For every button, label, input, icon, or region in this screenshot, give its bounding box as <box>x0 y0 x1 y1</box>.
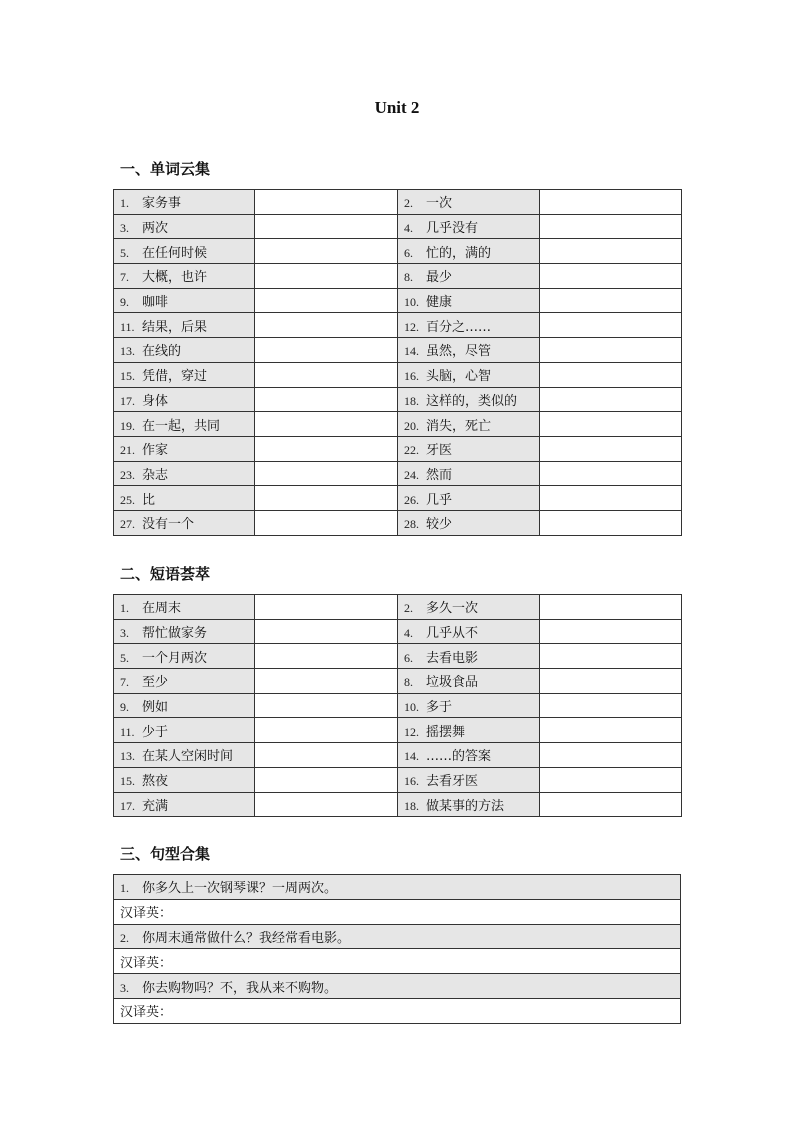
prompt-cell <box>398 693 540 718</box>
item-number: 13. <box>120 344 135 359</box>
answer-cell[interactable] <box>540 595 682 620</box>
item-number: 3. <box>120 626 129 641</box>
item-number: 1. <box>120 196 129 211</box>
item-text: 去看牙医 <box>426 774 479 790</box>
item-number: 4. <box>404 626 413 641</box>
table-row <box>114 644 682 669</box>
page-title: Unit 2 <box>374 98 420 117</box>
item-number: 7. <box>120 270 129 285</box>
prompt-cell <box>398 767 540 792</box>
section-heading-sentences: 三、句型合集 <box>120 845 211 863</box>
item-text: 杂志 <box>142 467 169 483</box>
prompt-cell <box>114 362 255 387</box>
item-text: 一个月两次 <box>142 650 208 666</box>
prompt-cell <box>398 792 540 817</box>
item-number: 21. <box>120 443 135 458</box>
item-number: 9. <box>120 700 129 715</box>
item-text: 帮忙做家务 <box>142 626 208 642</box>
table-row <box>114 486 682 511</box>
table-row <box>114 214 682 239</box>
item-number: 10. <box>404 700 419 715</box>
item-text: 做某事的方法 <box>426 798 505 814</box>
prompt-cell <box>114 743 255 768</box>
prompt-cell <box>114 767 255 792</box>
item-number: 17. <box>120 393 135 408</box>
sentence-row <box>114 974 681 999</box>
prompt-cell <box>398 669 540 694</box>
item-number: 6. <box>404 245 413 260</box>
item-text: 几乎没有 <box>426 221 479 237</box>
item-number: 7. <box>120 675 129 690</box>
answer-cell[interactable] <box>255 510 398 535</box>
prompt-cell <box>398 264 540 289</box>
prompt-cell <box>398 743 540 768</box>
table-row <box>114 510 682 535</box>
item-number: 8. <box>404 270 413 285</box>
answer-cell[interactable] <box>255 313 398 338</box>
item-text: 凭借，穿过 <box>142 369 208 385</box>
table-row <box>114 767 682 792</box>
item-text: 作家 <box>142 443 169 459</box>
answer-cell[interactable] <box>255 693 398 718</box>
item-number: 18. <box>404 798 419 813</box>
answer-cell[interactable] <box>540 313 682 338</box>
item-text: 忙的，满的 <box>426 245 492 261</box>
item-number: 26. <box>404 492 419 507</box>
item-text: 至少 <box>142 675 169 691</box>
answer-cell[interactable] <box>255 190 398 215</box>
item-text: 在任何时候 <box>142 245 208 261</box>
item-number: 2. <box>120 930 129 945</box>
table-row <box>114 338 682 363</box>
sentence-cell <box>114 974 681 999</box>
answer-cell[interactable] <box>540 288 682 313</box>
table-row <box>114 412 682 437</box>
prompt-cell <box>114 338 255 363</box>
item-text: 在周末 <box>142 601 182 617</box>
item-number: 10. <box>404 295 419 310</box>
answer-cell[interactable] <box>540 264 682 289</box>
item-number: 28. <box>404 517 419 532</box>
prompt-cell <box>114 486 255 511</box>
answer-cell[interactable] <box>540 718 682 743</box>
prompt-cell <box>398 190 540 215</box>
answer-cell[interactable] <box>255 362 398 387</box>
answer-cell[interactable] <box>540 792 682 817</box>
answer-cell[interactable] <box>540 362 682 387</box>
prompt-cell <box>398 436 540 461</box>
prompt-cell <box>114 239 255 264</box>
prompt-cell <box>114 644 255 669</box>
item-text: 然而 <box>426 467 453 483</box>
answer-cell[interactable] <box>540 669 682 694</box>
item-number: 23. <box>120 467 135 482</box>
table-row <box>114 436 682 461</box>
answer-cell[interactable] <box>255 264 398 289</box>
table-row <box>114 595 682 620</box>
prompt-cell <box>114 792 255 817</box>
item-text: 头脑，心智 <box>426 369 492 385</box>
item-number: 3. <box>120 980 129 995</box>
item-number: 2. <box>404 196 413 211</box>
sentence-text: 你周末通常做什么？我经常看电影。 <box>142 930 351 946</box>
prompt-cell <box>114 264 255 289</box>
prompt-cell <box>398 486 540 511</box>
translation-answer-cell[interactable] <box>114 949 681 974</box>
item-number: 2. <box>404 601 413 616</box>
item-text: 咖啡 <box>142 295 169 311</box>
prompt-cell <box>114 619 255 644</box>
item-number: 1. <box>120 881 129 896</box>
answer-cell[interactable] <box>255 288 398 313</box>
table-row <box>114 387 682 412</box>
table-row <box>114 669 682 694</box>
prompt-cell <box>398 338 540 363</box>
answer-cell[interactable] <box>540 486 682 511</box>
prompt-cell <box>114 595 255 620</box>
table-row <box>114 190 682 215</box>
answer-cell[interactable] <box>540 214 682 239</box>
translation-answer-cell[interactable] <box>114 998 681 1023</box>
sentence-text: 你去购物吗？不，我从来不购物。 <box>142 980 338 996</box>
prompt-cell <box>398 510 540 535</box>
prompt-cell <box>114 190 255 215</box>
item-text: 几乎从不 <box>426 626 479 642</box>
answer-cell[interactable] <box>540 436 682 461</box>
item-number: 16. <box>404 369 419 384</box>
item-number: 4. <box>404 221 413 236</box>
phrases-table <box>113 594 682 817</box>
item-text: 例如 <box>142 700 169 716</box>
item-text: 健康 <box>426 295 453 311</box>
answer-cell[interactable] <box>540 387 682 412</box>
prompt-cell <box>398 214 540 239</box>
answer-cell[interactable] <box>540 461 682 486</box>
table-row <box>114 461 682 486</box>
item-number: 14. <box>404 749 419 764</box>
item-number: 5. <box>120 650 129 665</box>
item-number: 15. <box>120 369 135 384</box>
answer-cell[interactable] <box>540 190 682 215</box>
item-number: 3. <box>120 221 129 236</box>
prompt-cell <box>398 461 540 486</box>
answer-cell[interactable] <box>255 214 398 239</box>
translation-answer-cell[interactable] <box>114 899 681 924</box>
item-text: 摇摆舞 <box>426 724 466 740</box>
item-number: 20. <box>404 418 419 433</box>
answer-cell[interactable] <box>540 338 682 363</box>
item-text: 一次 <box>426 196 453 212</box>
answer-row <box>114 899 681 924</box>
item-number: 14. <box>404 344 419 359</box>
item-text: 结果，后果 <box>142 319 208 335</box>
item-text: 去看电影 <box>426 650 479 666</box>
prompt-cell <box>398 313 540 338</box>
item-number: 12. <box>404 319 419 334</box>
sentence-cell <box>114 924 681 949</box>
table-row <box>114 313 682 338</box>
answer-cell[interactable] <box>540 644 682 669</box>
item-number: 11. <box>120 724 135 739</box>
table-row <box>114 288 682 313</box>
answer-cell[interactable] <box>255 486 398 511</box>
prompt-cell <box>114 510 255 535</box>
answer-label: 汉译英： <box>120 1005 173 1021</box>
prompt-cell <box>114 387 255 412</box>
answer-cell[interactable] <box>540 412 682 437</box>
answer-label: 汉译英： <box>120 955 173 971</box>
prompt-cell <box>114 693 255 718</box>
answer-cell[interactable] <box>255 767 398 792</box>
item-text: 多久一次 <box>426 601 479 617</box>
section-heading-phrases: 二、短语荟萃 <box>120 565 211 583</box>
item-number: 1. <box>120 601 129 616</box>
prompt-cell <box>114 718 255 743</box>
answer-cell[interactable] <box>255 436 398 461</box>
answer-cell[interactable] <box>255 595 398 620</box>
item-number: 6. <box>404 650 413 665</box>
item-text: 消失，死亡 <box>426 418 492 434</box>
item-number: 18. <box>404 393 419 408</box>
section-heading-vocabulary: 一、单词云集 <box>120 160 211 178</box>
answer-cell[interactable] <box>255 387 398 412</box>
item-text: 两次 <box>142 221 169 237</box>
sentence-cell <box>114 875 681 900</box>
sentences-table <box>113 874 681 1024</box>
item-number: 19. <box>120 418 135 433</box>
item-text: 比 <box>142 492 156 508</box>
item-text: 较少 <box>426 517 453 533</box>
item-text: 百分之…… <box>426 319 492 335</box>
answer-cell[interactable] <box>255 619 398 644</box>
sentence-row <box>114 875 681 900</box>
item-number: 27. <box>120 517 135 532</box>
answer-cell[interactable] <box>540 693 682 718</box>
item-text: 身体 <box>142 393 169 409</box>
answer-cell[interactable] <box>540 510 682 535</box>
item-text: 垃圾食品 <box>426 675 479 691</box>
item-text: 大概，也许 <box>142 270 208 286</box>
table-row <box>114 693 682 718</box>
answer-cell[interactable] <box>255 669 398 694</box>
prompt-cell <box>114 461 255 486</box>
item-number: 25. <box>120 492 135 507</box>
answer-cell[interactable] <box>255 718 398 743</box>
prompt-cell <box>398 288 540 313</box>
answer-row <box>114 949 681 974</box>
item-text: 多于 <box>426 700 453 716</box>
item-number: 24. <box>404 467 419 482</box>
item-text: ……的答案 <box>426 749 492 765</box>
answer-cell[interactable] <box>540 767 682 792</box>
answer-cell[interactable] <box>255 792 398 817</box>
item-text: 在一起，共同 <box>142 418 221 434</box>
item-number: 22. <box>404 443 419 458</box>
item-number: 13. <box>120 749 135 764</box>
table-row <box>114 362 682 387</box>
prompt-cell <box>114 436 255 461</box>
item-number: 17. <box>120 798 135 813</box>
answer-cell[interactable] <box>255 644 398 669</box>
item-number: 9. <box>120 295 129 310</box>
answer-row <box>114 998 681 1023</box>
sentence-row <box>114 924 681 949</box>
item-number: 8. <box>404 675 413 690</box>
item-text: 充满 <box>142 798 169 814</box>
item-number: 16. <box>404 774 419 789</box>
answer-cell[interactable] <box>255 412 398 437</box>
prompt-cell <box>398 619 540 644</box>
item-number: 11. <box>120 319 135 334</box>
item-text: 家务事 <box>142 196 182 212</box>
prompt-cell <box>398 718 540 743</box>
answer-cell[interactable] <box>255 461 398 486</box>
item-text: 牙医 <box>426 443 453 459</box>
prompt-cell <box>398 362 540 387</box>
answer-cell[interactable] <box>540 743 682 768</box>
answer-cell[interactable] <box>255 239 398 264</box>
item-text: 在线的 <box>142 344 182 360</box>
item-text: 少于 <box>142 724 169 740</box>
table-row <box>114 718 682 743</box>
item-number: 5. <box>120 245 129 260</box>
prompt-cell <box>114 214 255 239</box>
item-number: 12. <box>404 724 419 739</box>
prompt-cell <box>114 412 255 437</box>
item-text: 虽然，尽管 <box>426 344 492 360</box>
item-text: 这样的，类似的 <box>426 393 518 409</box>
item-number: 15. <box>120 774 135 789</box>
answer-cell[interactable] <box>540 619 682 644</box>
prompt-cell <box>398 595 540 620</box>
table-row <box>114 264 682 289</box>
answer-cell[interactable] <box>255 338 398 363</box>
prompt-cell <box>398 412 540 437</box>
answer-cell[interactable] <box>255 743 398 768</box>
sentence-text: 你多久上一次钢琴课？一周两次。 <box>142 881 338 897</box>
item-text: 几乎 <box>426 492 453 508</box>
vocabulary-table <box>113 189 682 536</box>
answer-cell[interactable] <box>540 239 682 264</box>
table-row <box>114 792 682 817</box>
prompt-cell <box>114 288 255 313</box>
item-text: 最少 <box>426 270 453 286</box>
table-row <box>114 239 682 264</box>
item-text: 没有一个 <box>142 517 195 533</box>
item-text: 在某人空闲时间 <box>142 749 234 765</box>
prompt-cell <box>114 313 255 338</box>
table-row <box>114 619 682 644</box>
answer-label: 汉译英： <box>120 906 173 922</box>
prompt-cell <box>398 387 540 412</box>
table-row <box>114 743 682 768</box>
prompt-cell <box>114 669 255 694</box>
item-text: 熬夜 <box>142 774 169 790</box>
prompt-cell <box>398 644 540 669</box>
prompt-cell <box>398 239 540 264</box>
